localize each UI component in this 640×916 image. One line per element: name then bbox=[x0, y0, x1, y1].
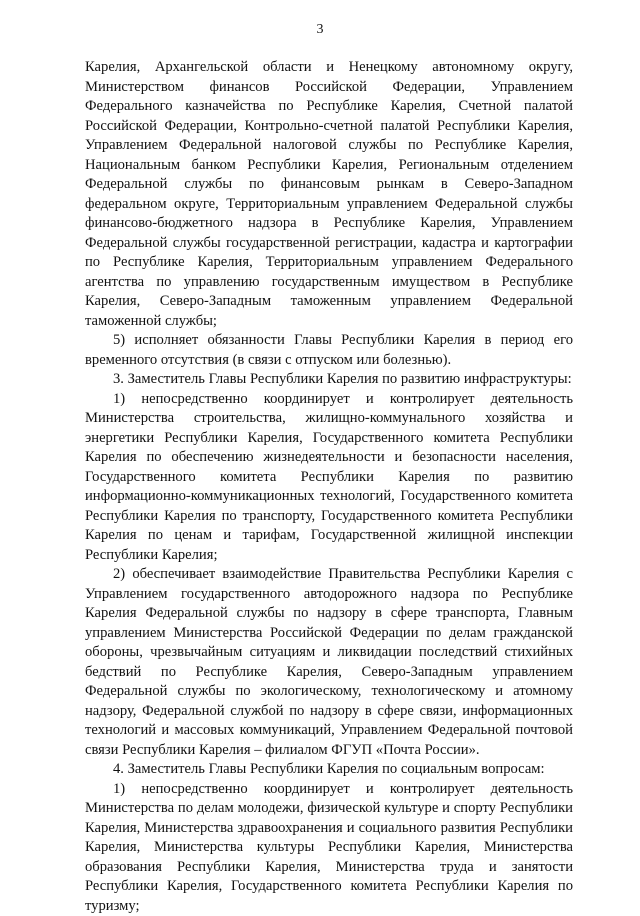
document-body bbox=[85, 58, 573, 916]
paragraph-section-3-heading: 3. Заместитель Главы Республики Карелия по развитию инфраструктуры: bbox=[85, 370, 573, 390]
paragraph-section-4-heading: 4. Заместитель Главы Республики Карелия по социальным вопросам: bbox=[85, 760, 573, 780]
paragraph-continuation: Карелия, Архангельской области и Ненецкому автономному округу, Министерством финансов Российской Федерации, Управлением Федерального казначейства по Республике Карелия, Счетной палатой Российской Федерации, Контрольно-счетной палатой Республики Карелия, Управлением Федеральной налоговой службы по Республике Карелия, Национальным банком Республики Карелия, Региональным отделением Федеральной службы по финансовым рынкам в Северо-Западном федеральном округе, Территориальным управлением Федеральной службы финансово-бюджетного надзора в Республике Карелия, Управлением Федеральной службы государственной регистрации, кадастра и картографии по Республике Карелия, Территориальным управлением Федерального агентства по управлению государственным имуществом в Республике Карелия, Северо-Западным таможенным управлением Федеральной таможенной службы; bbox=[85, 58, 573, 331]
paragraph-section-3-item-1: 1) непосредственно координирует и контролирует деятельность Министерства строительства, жилищно-коммунального хозяйства и энергетики Республики Карелия, Государственного комитета Республики Карелия по обеспечению жизнедеятельности и безопасности населения, Государственного комитета Республики Карелия по развитию информационно-коммуникационных технологий, Государственного комитета Республики Карелия по транспорту, Государственного комитета Республики Карелия по ценам и тарифам, Государственной жилищной инспекции Республики Карелия; bbox=[85, 390, 573, 566]
page-number: 3 bbox=[0, 22, 640, 38]
paragraph-item-5: 5) исполняет обязанности Главы Республики Карелия в период его временного отсутствия (в связи с отпуском или болезнью). bbox=[85, 331, 573, 370]
paragraph-section-4-item-1: 1) непосредственно координирует и контролирует деятельность Министерства по делам молодежи, физической культуре и спорту Республики Карелия, Министерства здравоохранения и социального развития Республики Карелия, Министерства культуры Республики Карелия, Министерства образования Республики Карелия, Министерства труда и занятости Республики Карелия, Государственного комитета Республики Карелия по туризму; bbox=[85, 780, 573, 916]
paragraph-section-3-item-2: 2) обеспечивает взаимодействие Правительства Республики Карелия с Управлением государственного автодорожного надзора по Республике Карелия Федеральной службы по надзору в сфере транспорта, Главным управлением Министерства Российской Федерации по делам гражданской обороны, чрезвычайным ситуациям и ликвидации последствий стихийных бедствий по Республике Карелия, Северо-Западным управлением Федеральной службы по экологическому, технологическому и атомному надзору, Федеральной службой по надзору в сфере связи, информационных технологий и массовых коммуникаций, Управлением Федеральной почтовой связи Республики Карелия – филиалом ФГУП «Почта России». bbox=[85, 565, 573, 760]
